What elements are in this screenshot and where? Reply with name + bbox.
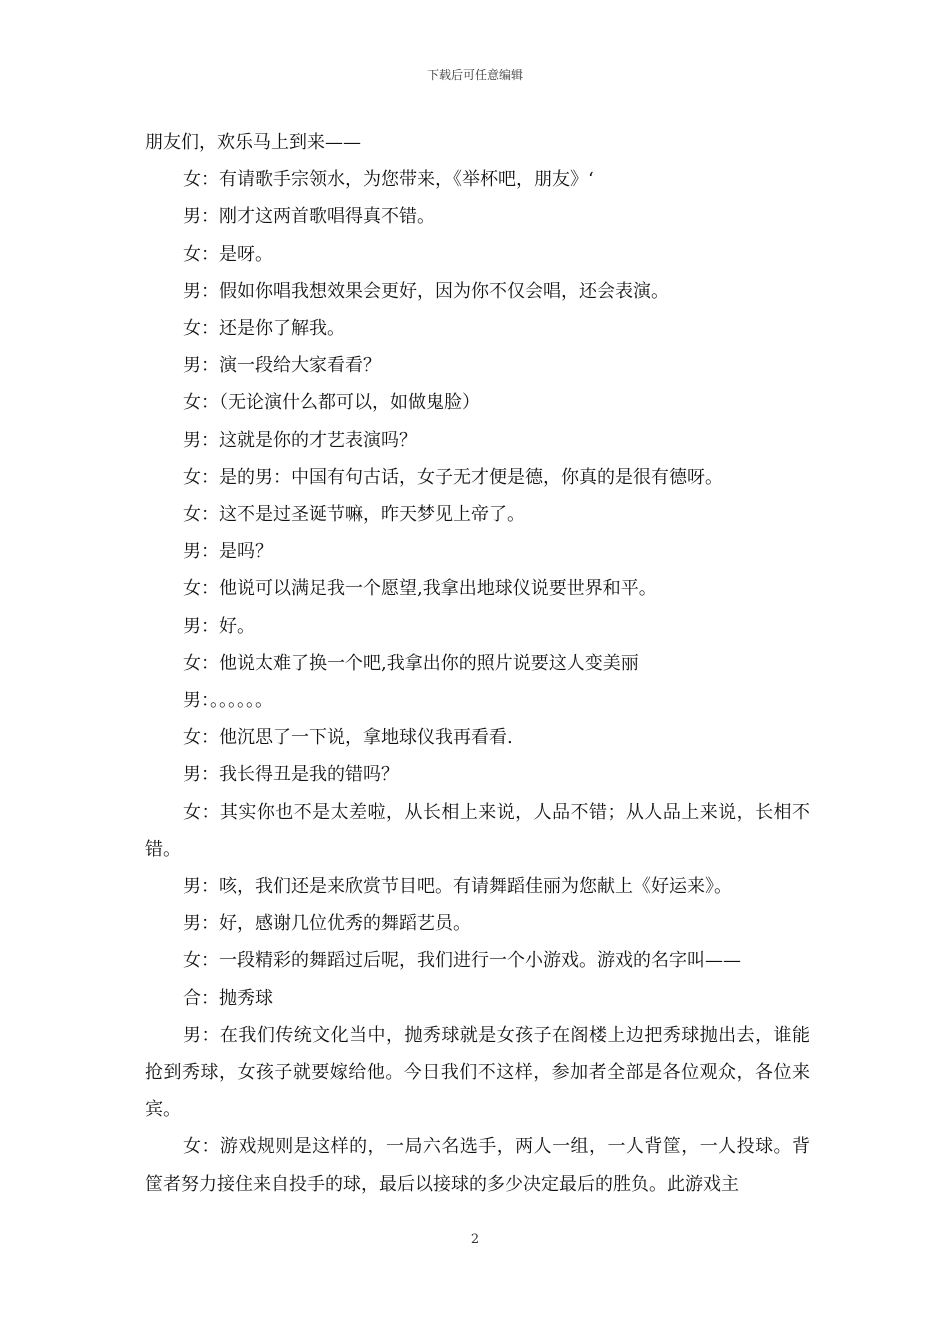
paragraph: 男：刚才这两首歌唱得真不错。 — [183, 206, 435, 228]
paragraph: 合：抛秀球 — [183, 987, 273, 1009]
paragraph: 女：还是你了解我。 — [183, 318, 345, 340]
paragraph: 女：其实你也不是太差啦，从长相上来说，人品不错；从人品上来说，长相不错。 — [145, 801, 810, 860]
paragraph: 女：（无论演什么都可以，如做鬼脸） — [183, 392, 480, 414]
paragraph: 女：是呀。 — [183, 243, 273, 265]
paragraph: 女：是的男：中国有句古话，女子无才便是德，你真的是很有德呀。 — [183, 466, 723, 488]
paragraph: 男：在我们传统文化当中，抛秀球就是女孩子在阁楼上边把秀球抛出去，谁能抢到秀球，女孩子就要嫁给他。今日我们不这样，参加者全部是各位观众，各位来宾。 — [145, 1024, 810, 1121]
paragraph: 男：假如你唱我想效果会更好，因为你不仅会唱，还会表演。 — [183, 280, 669, 302]
paragraph: 男：这就是你的才艺表演吗？ — [183, 429, 417, 451]
paragraph: 男：演一段给大家看看？ — [183, 355, 381, 377]
paragraph: 女：他说太难了换一个吧,我拿出你的照片说要这人变美丽 — [183, 652, 639, 674]
paragraph: 女：他沉思了一下说，拿地球仪我再看看. — [183, 727, 513, 749]
paragraph: 女：他说可以满足我一个愿望,我拿出地球仪说要世界和平。 — [183, 578, 657, 600]
paragraph: 男：好，感谢几位优秀的舞蹈艺员。 — [183, 913, 471, 935]
paragraph: 男：我长得丑是我的错吗？ — [183, 764, 399, 786]
paragraph: 男：咳，我们还是来欣赏节目吧。有请舞蹈佳丽为您献上《好运来》。 — [183, 876, 732, 898]
page-header-note: 下载后可任意编辑 — [426, 68, 523, 82]
document-body — [145, 124, 810, 1203]
paragraph: 男：。。。。。。 — [183, 690, 273, 712]
paragraph: 朋友们，欢乐马上到来—— — [145, 132, 361, 153]
paragraph: 男：是吗？ — [183, 541, 273, 563]
paragraph: 女：游戏规则是这样的，一局六名选手，两人一组，一人背筐，一人投球。背筐者努力接住来自投手的球，最后以接球的多少决定最后的胜负。此游戏主 — [145, 1136, 810, 1195]
paragraph: 女：一段精彩的舞蹈过后呢，我们进行一个小游戏。游戏的名字叫—— — [183, 950, 741, 972]
paragraph: 男：好。 — [183, 615, 255, 637]
paragraph: 女：有请歌手宗领水，为您带来，《举杯吧，朋友》‘ — [183, 169, 594, 191]
page-number: 2 — [470, 1232, 480, 1247]
paragraph: 女：这不是过圣诞节嘛，昨天梦见上帝了。 — [183, 504, 525, 526]
